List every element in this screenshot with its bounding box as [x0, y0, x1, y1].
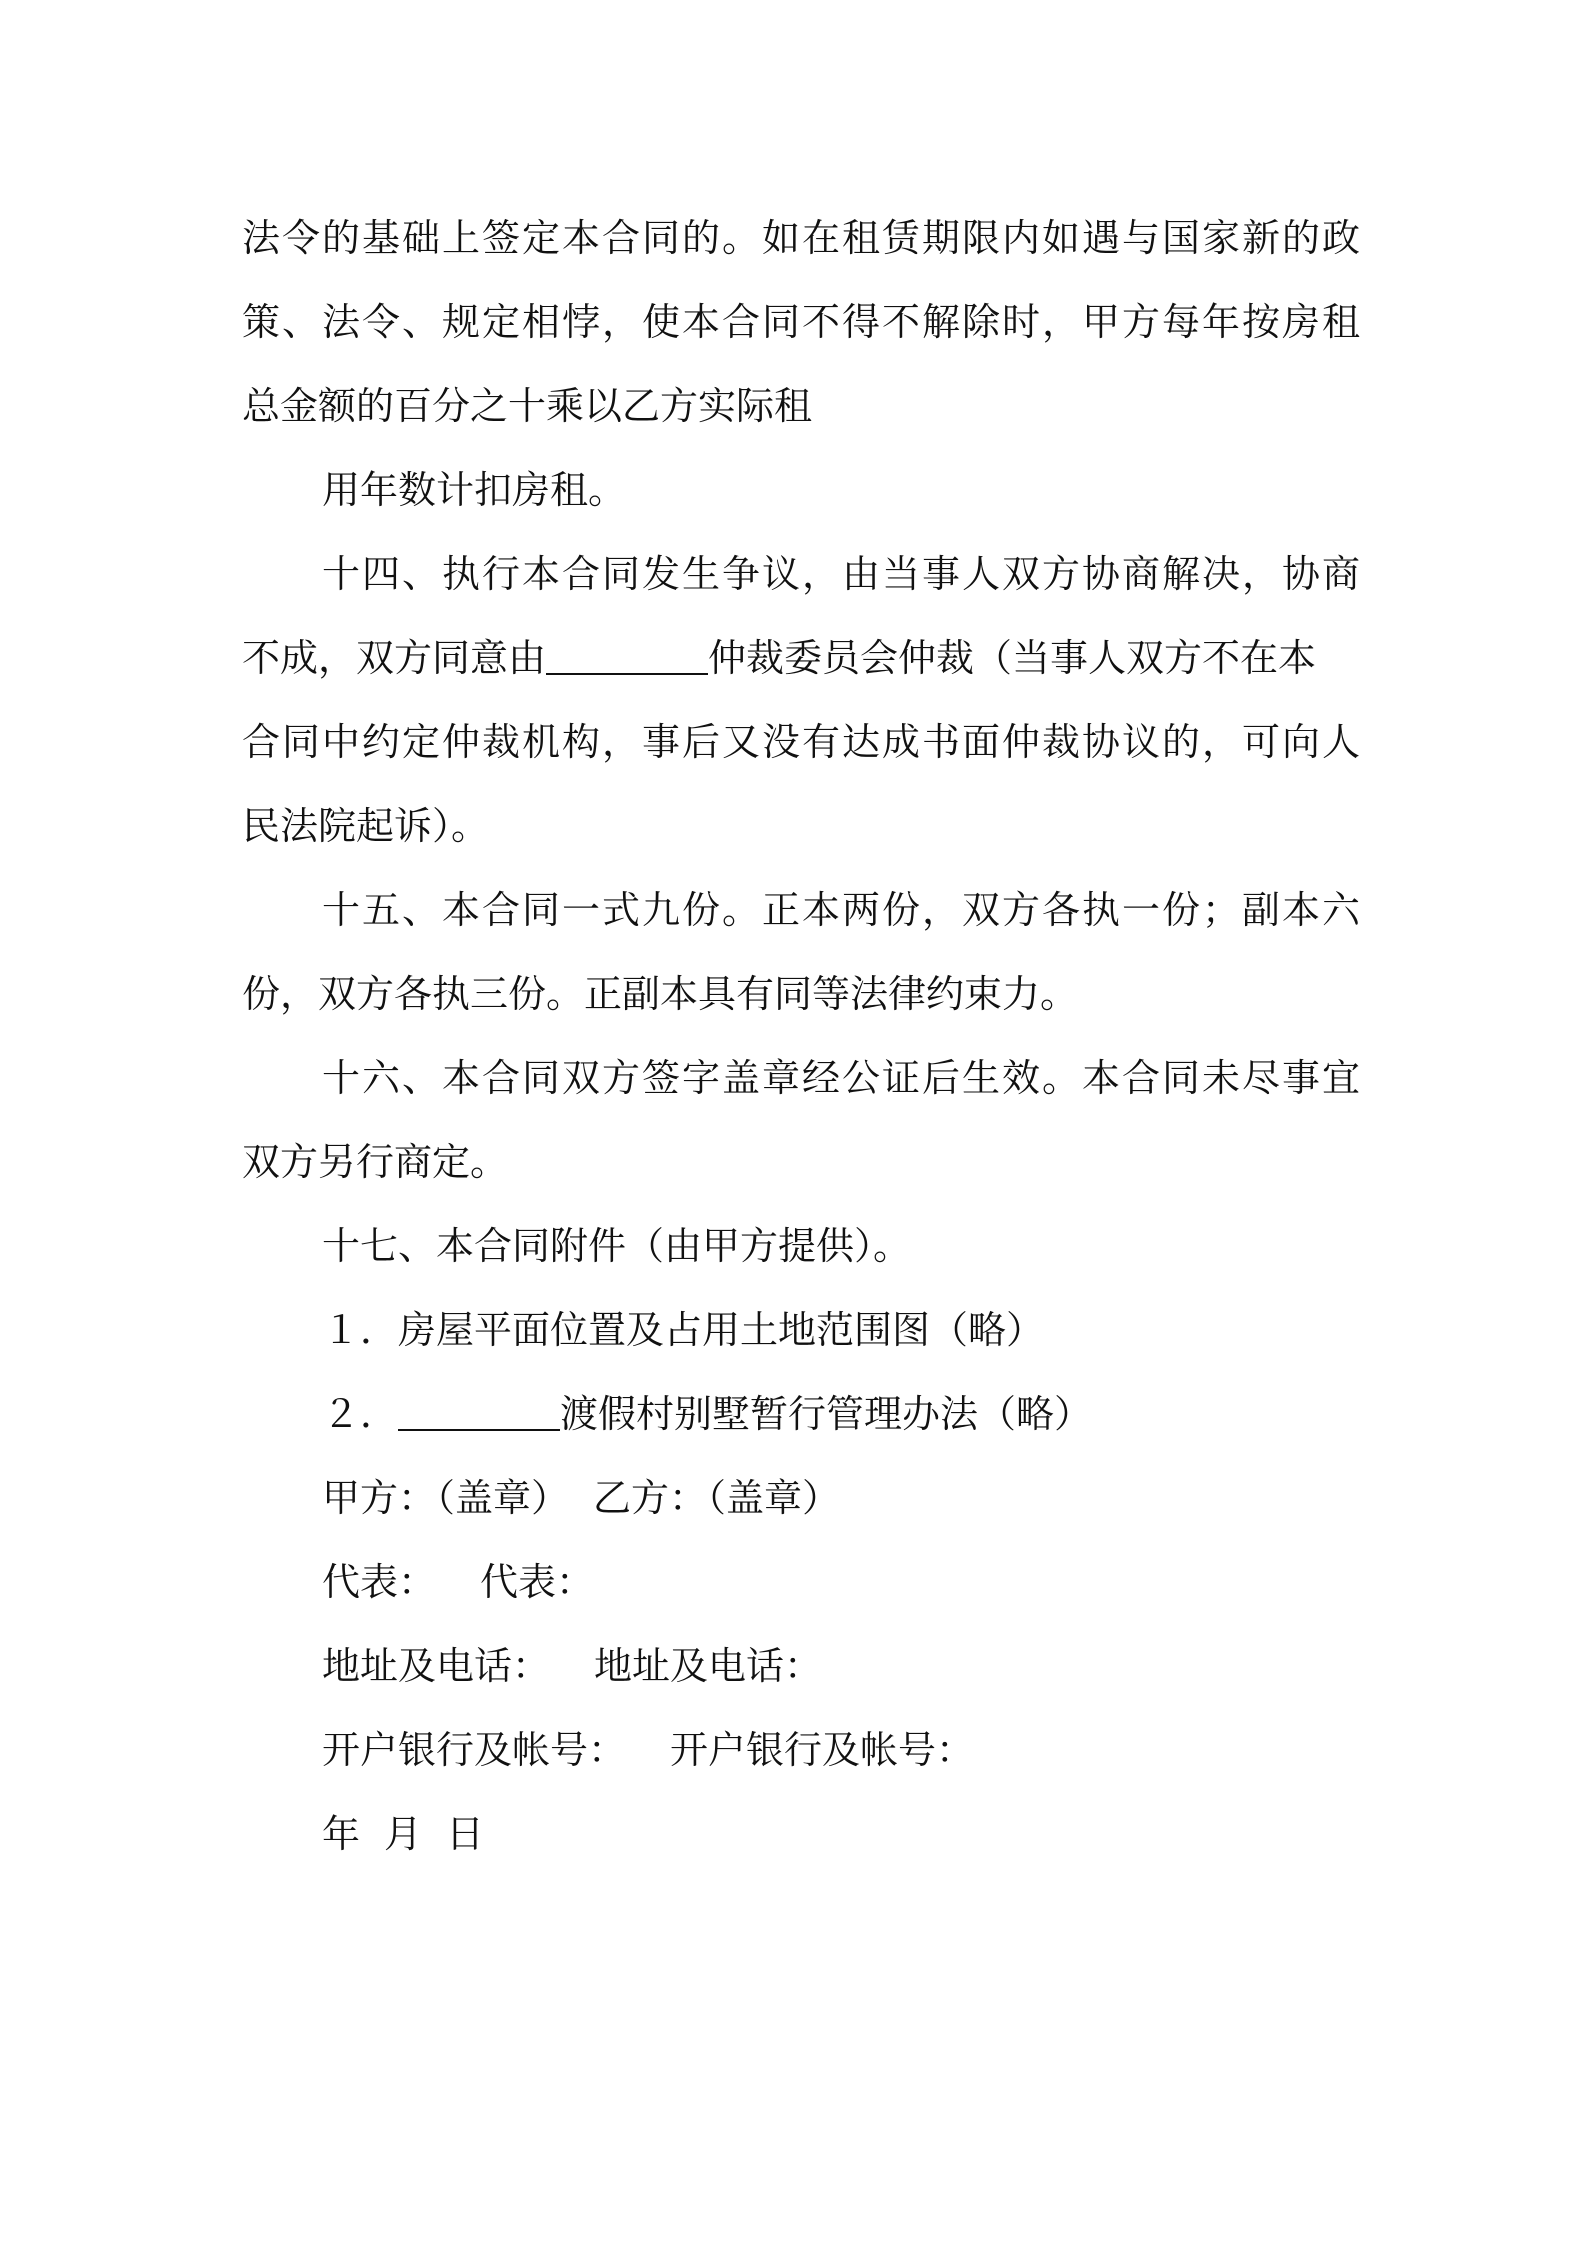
- resort-name-blank: [398, 1391, 560, 1431]
- clause-15-line: 十五、本合同一式九份。正本两份，双方各执一份；副本六: [322, 888, 1360, 932]
- attachment-item-1: １．房屋平面位置及占用土地范围图（略）: [322, 1308, 1045, 1352]
- signature-line-bank: [242, 1708, 1360, 1792]
- signature-date: [242, 1792, 1360, 1876]
- party-b-seal: 乙方：（盖章）: [593, 1476, 841, 1520]
- party-b-bank: 开户银行及帐号：: [670, 1728, 975, 1772]
- party-b-address: 地址及电话：: [594, 1644, 823, 1688]
- clause-14-line: 合同中约定仲裁机构，事后又没有达成书面仲裁协议的，可向人: [242, 720, 1360, 764]
- clause-17-line: 十七、本合同附件（由甲方提供）。: [322, 1224, 912, 1268]
- date-day: 日: [446, 1812, 485, 1856]
- party-a-representative: 代表：: [322, 1560, 437, 1604]
- paragraph-line: 总金额的百分之十乘以乙方实际租: [242, 384, 813, 428]
- party-a-bank: 开户银行及帐号：: [322, 1728, 627, 1772]
- paragraph-line: 法令的基础上签定本合同的。如在租赁期限内如遇与国家新的政: [242, 216, 1360, 260]
- signature-line-seal: [242, 1456, 1360, 1540]
- clause-14-text: 不成，双方同意由: [242, 636, 547, 680]
- clause-14-text: 仲裁委员会仲裁（当事人双方不在本: [708, 636, 1317, 680]
- signature-line-representative: [242, 1540, 1360, 1624]
- clause-14-line: [242, 616, 1360, 700]
- attachment-number: ２．: [322, 1392, 399, 1436]
- clause-15-line: 份，双方各执三份。正副本具有同等法律约束力。: [242, 972, 1079, 1016]
- party-b-representative: 代表：: [480, 1560, 595, 1604]
- document-body: [242, 196, 1360, 1876]
- date-month: 月: [384, 1812, 423, 1856]
- party-a-seal: 甲方：（盖章）: [322, 1476, 570, 1520]
- party-a-address: 地址及电话：: [322, 1644, 551, 1688]
- date-year: 年: [322, 1812, 361, 1856]
- clause-14-line: 民法院起诉）。: [242, 804, 490, 848]
- arbitration-blank: [546, 635, 708, 675]
- paragraph-line: 用年数计扣房租。: [322, 468, 627, 512]
- attachment-text: 渡假村别墅暂行管理办法（略）: [560, 1392, 1093, 1436]
- clause-16-line: 十六、本合同双方签字盖章经公证后生效。本合同未尽事宜: [322, 1056, 1360, 1100]
- signature-line-address: [242, 1624, 1360, 1708]
- paragraph-line: 策、法令、规定相悖，使本合同不得不解除时，甲方每年按房租: [242, 300, 1360, 344]
- clause-14-line: 十四、执行本合同发生争议，由当事人双方协商解决，协商: [322, 552, 1360, 596]
- clause-16-line: 双方另行商定。: [242, 1140, 509, 1184]
- attachment-item-2: [242, 1372, 1360, 1456]
